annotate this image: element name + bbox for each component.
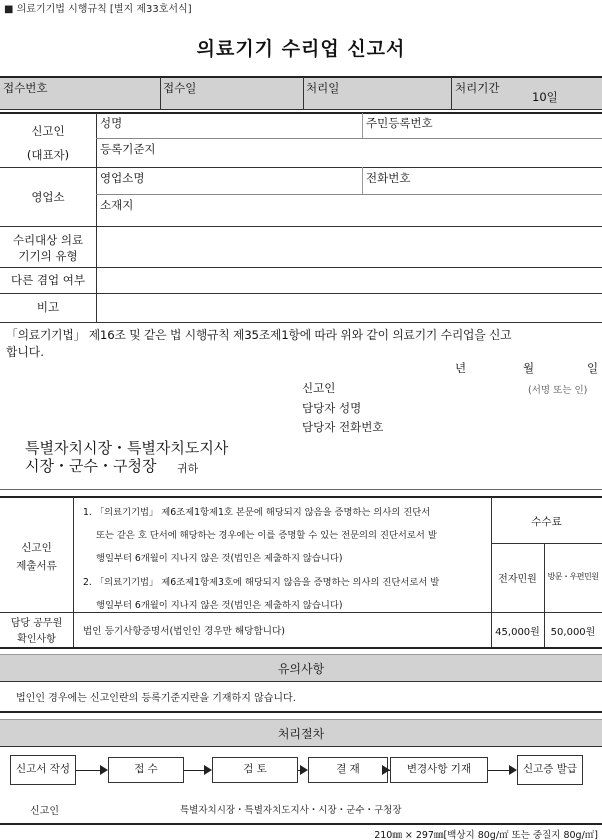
- document-item2-line2: 행일부터 6개월이 지나지 않은 것(법인은 제출하지 않습니다): [96, 600, 343, 611]
- signature-hint: (서명 또는 인): [528, 385, 588, 396]
- receipt-no-label: 접수번호: [3, 81, 48, 95]
- notice-text: 법인인 경우에는 신고인란의 등록기준지란을 기재하지 않습니다.: [16, 693, 296, 704]
- documents-submit-label: 제출서류: [16, 560, 57, 572]
- repair-type-input[interactable]: [98, 228, 600, 265]
- applicant-label: 신고인: [31, 124, 65, 138]
- other-business-input[interactable]: [98, 269, 600, 291]
- fee-electronic-label: 전자민원: [498, 574, 537, 585]
- receipt-date-label: 접수일: [163, 81, 197, 95]
- step-record-changes: 변경사항 기재: [390, 757, 488, 783]
- business-address-input[interactable]: [145, 196, 600, 222]
- official-check-item: 법인 등기사항증명서(법인인 경우만 해당합니다): [83, 626, 285, 637]
- declaration-text-line1: 「의료기기법」 제16조 및 같은 법 시행규칙 제35조제1항에 따라 위와 같이 의료기기 수리업을 신고: [6, 328, 512, 342]
- addressee-suffix: 귀하: [177, 462, 199, 475]
- official-check-label-line1: 담당 공무원: [10, 618, 63, 629]
- step-write-form: 신고서 작성: [10, 755, 76, 785]
- arrow-icon: [509, 765, 517, 775]
- applicant-name-label: 성명: [100, 116, 123, 130]
- procedure-actor-authority: 특별자치시장・특별자치도지사・시장・군수・구청장: [180, 805, 402, 816]
- official-check-label-line2: 확인사항: [17, 634, 56, 645]
- addressee-line1: 특별자치시장・특별자치도지사: [25, 439, 229, 457]
- applicant-representative-label: (대표자): [26, 148, 70, 162]
- paper-size-note: 210㎜ × 297㎜[백상지 80g/㎡ 또는 중질지 80g/㎡]: [374, 830, 598, 840]
- business-label: 영업소: [31, 190, 65, 204]
- declaration-text-line2: 합니다.: [6, 345, 44, 359]
- arrow-icon: [204, 765, 212, 775]
- business-phone-label: 전화번호: [366, 171, 411, 185]
- fee-electronic-value: 45,000원: [495, 627, 540, 638]
- document-item1-line3: 행일부터 6개월이 지나지 않은 것(법인은 제출하지 않습니다): [96, 553, 343, 564]
- resident-no-label: 주민등록번호: [366, 116, 433, 130]
- fee-visit-value: 50,000원: [550, 627, 596, 638]
- arrow-icon: [100, 765, 108, 775]
- fee-visit-label: 방문・우편민원: [547, 572, 599, 581]
- resident-no-input[interactable]: [450, 114, 600, 136]
- date-month-label: 월: [523, 361, 535, 375]
- officer-phone-label: 담당자 전화번호: [302, 420, 384, 434]
- notice-title: 유의사항: [277, 662, 325, 676]
- procedure-actor-applicant: 신고인: [30, 806, 59, 817]
- process-date-label: 처리일: [306, 81, 340, 95]
- applicant-name-input[interactable]: [130, 114, 358, 136]
- arrow-icon: [382, 765, 390, 775]
- reporter-label: 신고인: [302, 381, 336, 395]
- step-review: 검 토: [212, 757, 298, 783]
- business-phone-input[interactable]: [425, 169, 600, 192]
- date-year-label: 년: [455, 361, 467, 375]
- documents-applicant-label: 신고인: [21, 542, 52, 554]
- repair-type-label-line2: 기기의 유형: [18, 249, 78, 263]
- addressee-line2: 시장・군수・구청장: [25, 457, 157, 475]
- arrow-icon: [300, 765, 308, 775]
- procedure-title: 처리절차: [277, 727, 325, 741]
- step-receipt: 접 수: [108, 757, 184, 783]
- step-issue-certificate: 신고증 발급: [517, 755, 583, 785]
- document-item1-line2: 또는 같은 호 단서에 해당하는 경우에는 이를 증명할 수 있는 전문의의 진단서로서 발: [96, 530, 437, 541]
- process-period-label: 처리기간: [455, 81, 500, 95]
- reg-standard-label: 등록기준지: [100, 142, 156, 156]
- reg-standard-input[interactable]: [170, 140, 600, 164]
- form-title: 의료기기 수리업 신고서: [196, 38, 406, 60]
- other-business-label: 다른 겸업 여부: [11, 273, 85, 287]
- business-address-label: 소재지: [100, 198, 134, 212]
- process-period-value: 10일: [532, 90, 558, 104]
- receipt-row: [0, 77, 602, 109]
- document-item1-line1: 1. 「의료기기법」 제6조제1항제1호 본문에 해당되지 않음을 증명하는 의사의 진단서: [83, 507, 431, 518]
- officer-name-label: 담당자 성명: [302, 401, 362, 415]
- document-item2-line1: 2. 「의료기기법」 제6조제1항제3호에 해당되지 않음을 증명하는 의사의 진단서로서 발: [83, 577, 440, 588]
- business-name-label: 영업소명: [100, 171, 145, 185]
- remarks-input[interactable]: [98, 295, 600, 320]
- remarks-label: 비고: [36, 300, 60, 314]
- fee-label: 수수료: [531, 516, 562, 528]
- signature-field[interactable]: [350, 378, 520, 396]
- repair-type-label-line1: 수리대상 의료: [12, 233, 84, 247]
- date-day-label: 일: [587, 361, 599, 375]
- business-name-input[interactable]: [160, 169, 358, 192]
- form-reference-note: ■ 의료기기법 시행규칙 [별지 제33호서식]: [4, 4, 192, 15]
- step-approval: 결 재: [308, 757, 388, 783]
